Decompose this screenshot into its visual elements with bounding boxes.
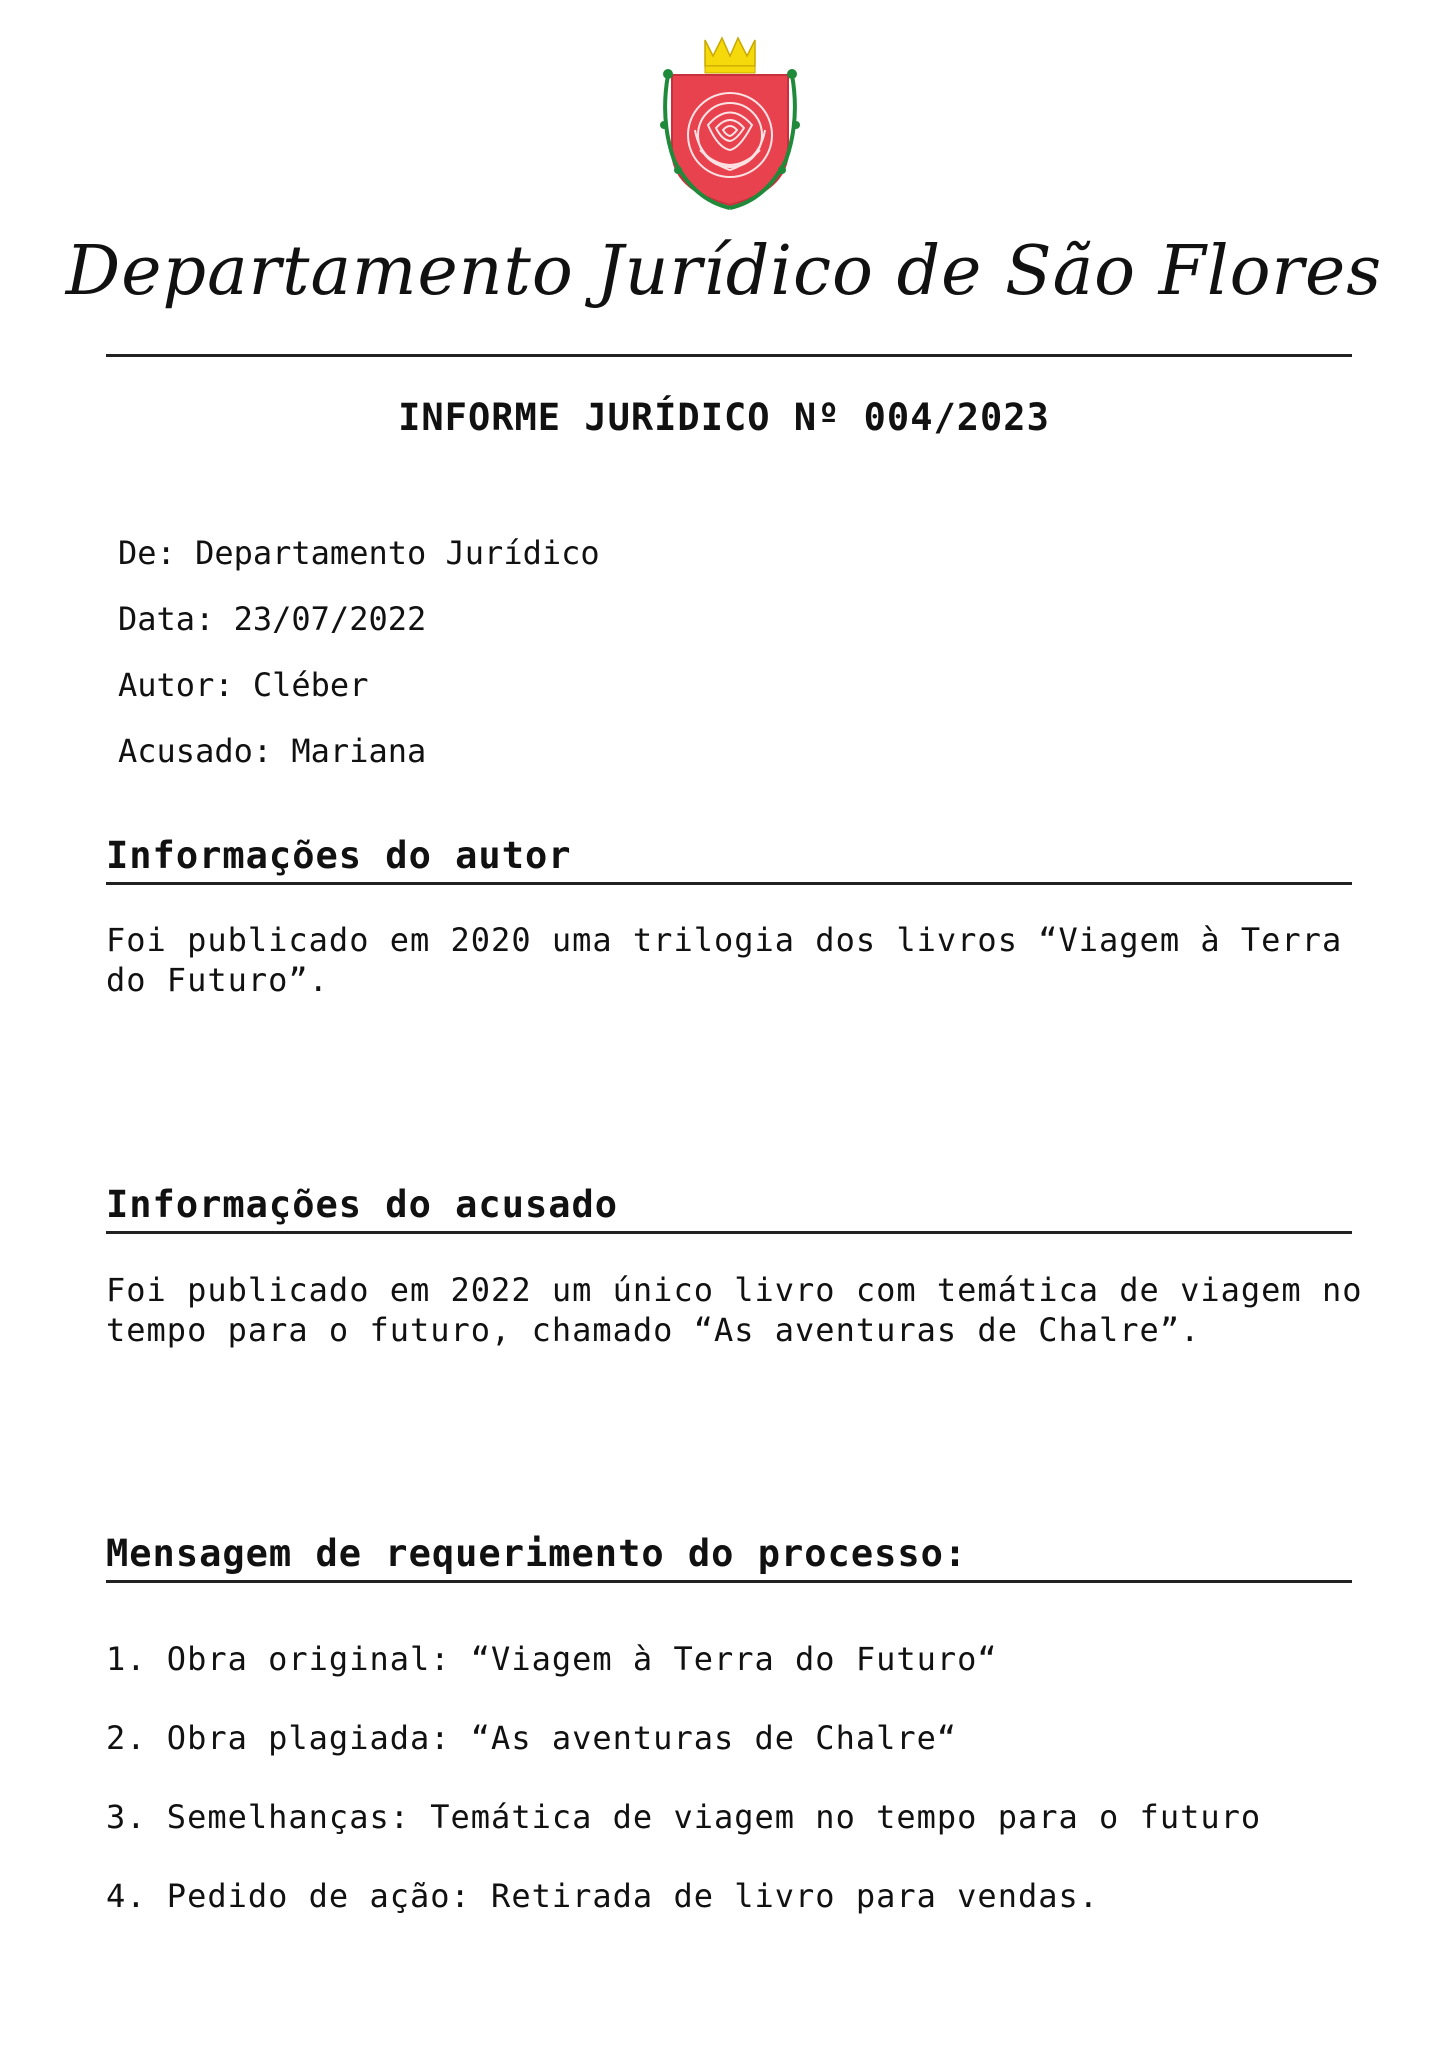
- meta-date: Data: 23/07/2022: [118, 600, 427, 638]
- section-heading-author: Informações do autor: [106, 832, 1352, 885]
- header-divider: [106, 354, 1352, 357]
- meta-from: De: Departamento Jurídico: [118, 534, 600, 572]
- section-body-accused: Foi publicado em 2022 um único livro com temática de viagem no tempo para o futuro, chamado “As aventuras de Chalre”.: [106, 1271, 1363, 1349]
- list-item: 3. Semelhanças: Temática de viagem no tempo para o futuro: [106, 1798, 1262, 1836]
- meta-accused: Acusado: Mariana: [118, 732, 427, 770]
- document-title: INFORME JURÍDICO Nº 004/2023: [398, 396, 1050, 439]
- list-item: 2. Obra plagiada: “As aventuras de Chalre“: [106, 1719, 958, 1757]
- meta-author: Autor: Cléber: [118, 666, 369, 704]
- rose-crest-icon: [650, 30, 810, 210]
- list-item: 4. Pedido de ação: Retirada de livro para vendas.: [106, 1877, 1100, 1915]
- crown-icon: [705, 38, 755, 73]
- section-body-author: Foi publicado em 2020 uma trilogia dos livros “Viagem à Terra do Futuro”.: [106, 921, 1343, 999]
- section-heading-request: Mensagem de requerimento do processo:: [106, 1530, 1352, 1583]
- document-meta: [118, 520, 600, 784]
- list-item: 1. Obra original: “Viagem à Terra do Futuro“: [106, 1640, 998, 1678]
- org-title: Departamento Jurídico de São Flores: [65, 232, 1383, 311]
- request-list: [106, 1620, 1261, 1936]
- section-heading-accused: Informações do acusado: [106, 1181, 1352, 1234]
